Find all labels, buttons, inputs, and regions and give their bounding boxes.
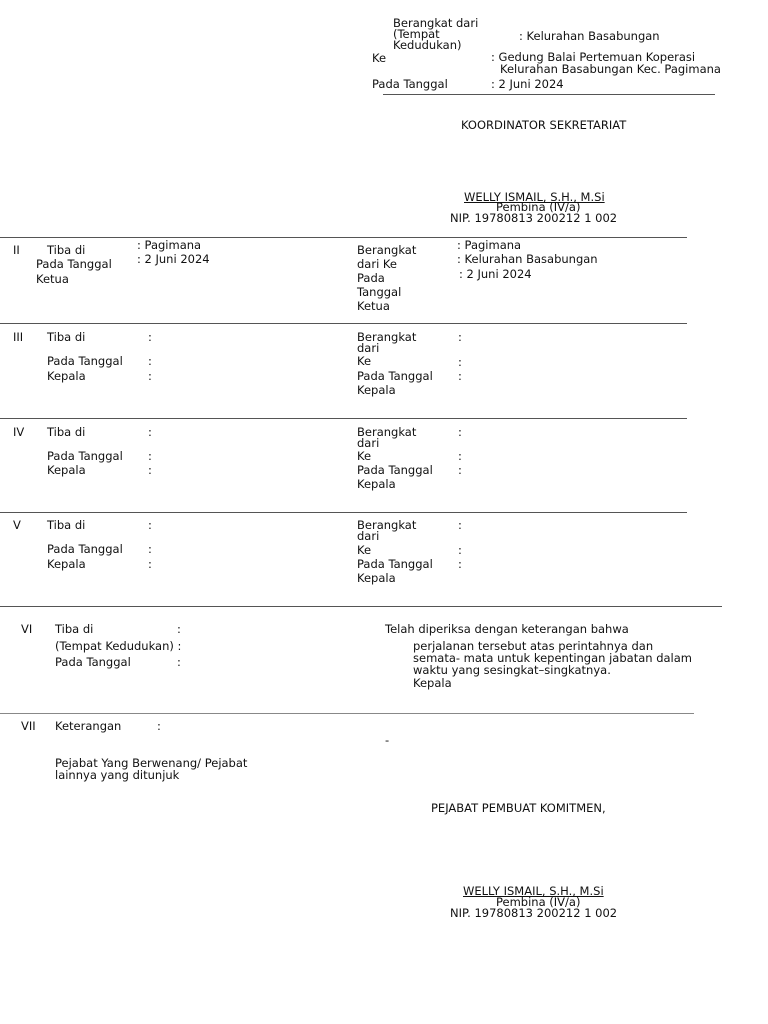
kepala-label: Kepala <box>47 463 86 477</box>
kepala-label: Kepala <box>413 676 452 690</box>
tiba-label: Tiba di <box>47 425 86 439</box>
r-tanggal-label: Pada Tanggal <box>357 463 433 477</box>
tiba-label: Tiba di <box>47 243 86 257</box>
section-number: VII <box>21 719 36 733</box>
r-ketua-label: Ketua <box>357 299 390 313</box>
r-tanggal-label: Tanggal <box>357 285 402 299</box>
ketua-label: Ketua <box>36 272 69 286</box>
berangkat-value: : Kelurahan Basabungan <box>519 29 660 43</box>
colon: : <box>458 463 462 477</box>
tanggal-value: : 2 Juni 2024 <box>491 77 564 91</box>
tanggal-label: Pada Tanggal <box>47 449 123 463</box>
colon: : <box>148 449 152 463</box>
r-ke-label: Ke <box>357 449 372 463</box>
note-line-1: Telah diperiksa dengan keterangan bahwa <box>385 622 629 636</box>
tanggal-value: : 2 Juni 2024 <box>137 252 210 266</box>
tempat-kedudukan-label: (Tempat Kedudukan) : <box>55 639 182 653</box>
colon: : <box>148 518 152 532</box>
colon: : <box>148 330 152 344</box>
ppk-title: PEJABAT PEMBUAT KOMITMEN, <box>431 801 606 815</box>
note-line-3: semata- mata untuk kepentingan jabatan dalam <box>413 651 692 665</box>
ke-label: Ke <box>372 51 387 65</box>
colon: : <box>458 425 462 439</box>
ke-value-2: Kelurahan Basabungan Kec. Pagimana <box>500 62 721 76</box>
colon: : <box>458 449 462 463</box>
r-berangkat-label: Berangkat <box>357 243 417 257</box>
section-number: V <box>13 518 21 532</box>
r-berangkat-label: Berangkat <box>357 330 417 344</box>
keterangan-label: Keterangan <box>55 719 122 733</box>
note-line-4: waktu yang sesingkat–singkatnya. <box>413 663 611 677</box>
header-divider <box>383 94 715 95</box>
r-pada-label: Pada <box>357 271 385 285</box>
tanggal-label: Pada Tanggal <box>36 257 112 271</box>
signatory-nip: NIP. 19780813 200212 1 002 <box>450 211 618 225</box>
section-number: IV <box>13 425 25 439</box>
colon: : <box>148 557 152 571</box>
r-ke-label: Ke <box>357 354 372 368</box>
section-divider <box>0 606 722 607</box>
signatory-name: WELLY ISMAIL, S.H., M.Si <box>463 884 604 898</box>
section-number: II <box>13 243 20 257</box>
r-value-1: : Pagimana <box>457 238 522 252</box>
signatory-rank: Pembina (IV/a) <box>496 895 581 909</box>
colon: : <box>458 518 462 532</box>
r-dari-label: dari <box>357 341 380 355</box>
signatory-rank: Pembina (IV/a) <box>496 200 581 214</box>
kepala-label: Kepala <box>47 557 86 571</box>
pejabat-line-2: lainnya yang ditunjuk <box>55 768 180 782</box>
section-number: VI <box>21 622 33 636</box>
r-kepala-label: Kepala <box>357 477 396 491</box>
tanggal-label: Pada Tanggal <box>47 542 123 556</box>
colon: : <box>177 622 181 636</box>
pejabat-line-1: Pejabat Yang Berwenang/ Pejabat <box>55 756 248 770</box>
tiba-label: Tiba di <box>47 518 86 532</box>
colon: : <box>458 543 462 557</box>
r-kepala-label: Kepala <box>357 383 396 397</box>
r-kepala-label: Kepala <box>357 571 396 585</box>
section-divider <box>0 237 687 238</box>
colon: : <box>157 719 161 733</box>
tempat-label: (Tempat <box>393 27 440 41</box>
kepala-label: Kepala <box>47 369 86 383</box>
colon: : <box>458 330 462 344</box>
tiba-value: : Pagimana <box>137 238 202 252</box>
tiba-label: Tiba di <box>55 622 94 636</box>
ke-value-1: : Gedung Balai Pertemuan Koperasi <box>491 50 696 64</box>
tanggal-label: Pada Tanggal <box>47 354 123 368</box>
colon: : <box>148 425 152 439</box>
section-divider <box>0 418 687 419</box>
colon: : <box>458 557 462 571</box>
r-dari-ke-label: dari Ke <box>357 257 397 271</box>
r-berangkat-label: Berangkat <box>357 425 417 439</box>
r-dari-label: dari <box>357 529 380 543</box>
kedudukan-label: Kedudukan) <box>393 38 462 52</box>
r-ke-label: Ke <box>357 543 372 557</box>
tiba-label: Tiba di <box>47 330 86 344</box>
r-tanggal-label: Pada Tanggal <box>357 557 433 571</box>
colon: : <box>458 369 462 383</box>
colon: : <box>148 369 152 383</box>
koordinator-title: KOORDINATOR SEKRETARIAT <box>461 118 627 132</box>
dash-mark: - <box>385 733 390 747</box>
berangkat-label: Berangkat dari <box>393 16 479 30</box>
colon: : <box>458 355 462 369</box>
section-number: III <box>13 330 24 344</box>
colon: : <box>148 463 152 477</box>
section-divider <box>0 323 687 324</box>
section-divider <box>0 512 687 513</box>
signatory-nip: NIP. 19780813 200212 1 002 <box>450 906 618 920</box>
r-dari-label: dari <box>357 436 380 450</box>
tanggal-label: Pada Tanggal <box>372 77 448 91</box>
colon: : <box>148 354 152 368</box>
r-berangkat-label: Berangkat <box>357 518 417 532</box>
r-tanggal-label: Pada Tanggal <box>357 369 433 383</box>
r-value-2: : Kelurahan Basabungan <box>457 252 598 266</box>
tanggal-label: Pada Tanggal <box>55 655 131 669</box>
signatory-name: WELLY ISMAIL, S.H., M.Si <box>464 190 605 204</box>
colon: : <box>148 542 152 556</box>
colon: : <box>177 655 181 669</box>
r-value-3: : 2 Juni 2024 <box>459 267 532 281</box>
note-line-2: perjalanan tersebut atas perintahnya dan <box>413 639 654 653</box>
section-divider <box>0 713 694 714</box>
